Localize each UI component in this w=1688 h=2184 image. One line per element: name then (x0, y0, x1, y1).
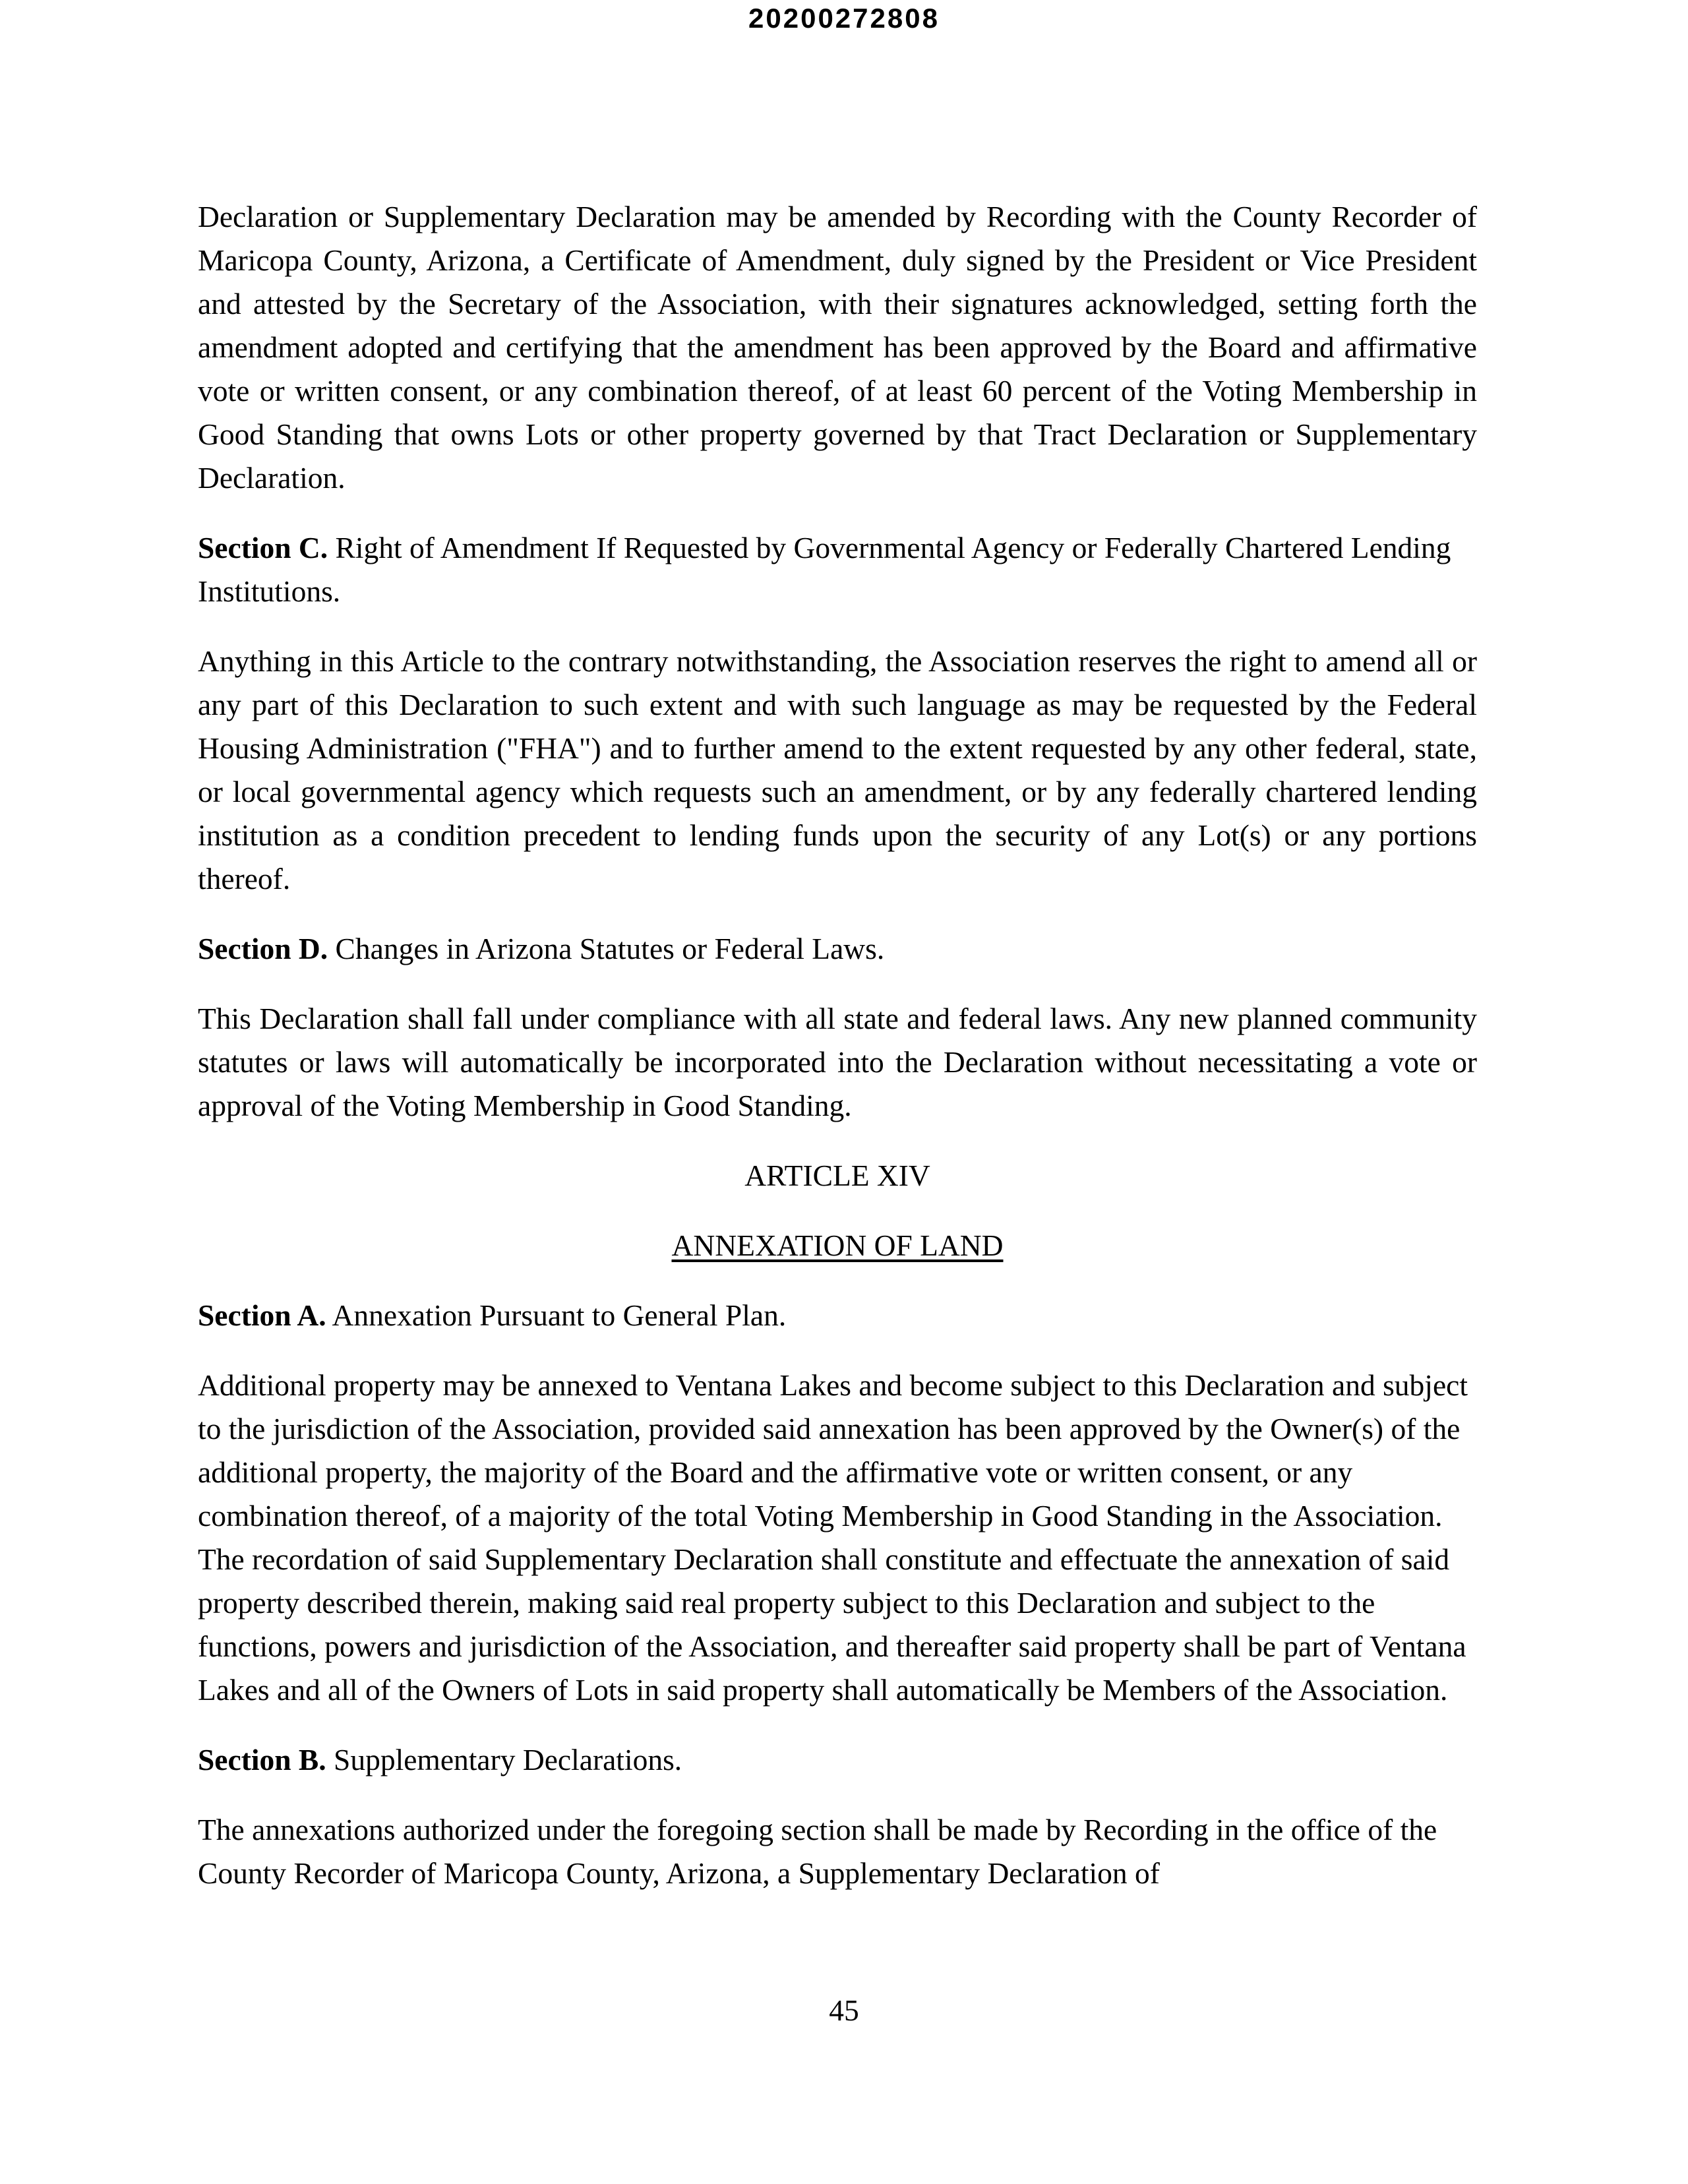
annexation-paragraph: Additional property may be annexed to Ventana Lakes and become subject to this Declaration and subject to the jurisdiction of the Association, provided said annexation has been approved by the Owner(s) of the additional property, the majority of the Board and the affirmative vote or written consent, or any combination thereof, of a majority of the total Voting Membership in Good Standing in the Association. The recordation of said Supplementary Declaration shall constitute and effectuate the annexation of said property described therein, making said real property subject to this Declaration and subject to the functions, powers and jurisdiction of the Association, and thereafter said property shall be part of Ventana Lakes and all of the Owners of Lots in said property shall automatically be Members of the Association. (198, 1368, 1468, 1707)
section-d-heading (198, 927, 1477, 971)
section-a-heading (198, 1294, 1477, 1337)
document-body (198, 195, 1477, 1895)
section-b-label: Section B. (198, 1743, 326, 1776)
governmental-agency-paragraph: Anything in this Article to the contrary notwithstanding, the Association reserves the right to amend all or any part of this Declaration to such extent and with such language as may be requested by the Federal Housing Administration ("FHA") and to further amend to the extent requested by any other federal, state, or local governmental agency which requests such an amendment, or by any federally chartered lending institution as a condition precedent to lending funds upon the security of any Lot(s) or any portions thereof. (198, 644, 1477, 895)
section-c-label: Section C. (198, 531, 328, 564)
amendment-paragraph: Declaration or Supplementary Declaration may be amended by Recording with the County Recorder of Maricopa County, Arizona, a Certificate of Amendment, duly signed by the President or Vice President and attested by the Secretary of the Association, with their signatures acknowledged, setting forth the amendment adopted and certifying that the amendment has been approved by the Board and affirmative vote or written consent, or any combination thereof, of at least 60 percent of the Voting Membership in Good Standing that owns Lots or other property governed by that Tract Declaration or Supplementary Declaration. (198, 200, 1477, 495)
section-c-title: Right of Amendment If Requested by Governmental Agency or Federally Chartered Lending Institutions. (198, 531, 1451, 608)
section-b-title: Supplementary Declarations. (326, 1743, 682, 1776)
article-title (198, 1224, 1477, 1267)
section-c-heading (198, 526, 1477, 613)
document-number: 20200272808 (748, 3, 940, 34)
section-b-heading (198, 1738, 1477, 1782)
supplementary-paragraph: The annexations authorized under the foregoing section shall be made by Recording in the office of the County Recorder of Maricopa County, Arizona, a Supplementary Declaration of (198, 1813, 1437, 1890)
section-d-title: Changes in Arizona Statutes or Federal Laws. (328, 932, 885, 965)
page-number: 45 (829, 1993, 859, 2027)
section-a-label: Section A. (198, 1298, 326, 1332)
article-title-text: ANNEXATION OF LAND (671, 1228, 1004, 1262)
article-number: ARTICLE XIV (744, 1159, 930, 1192)
section-a-title: Annexation Pursuant to General Plan. (326, 1298, 787, 1332)
section-d-label: Section D. (198, 932, 328, 965)
statutes-paragraph: This Declaration shall fall under compliance with all state and federal laws. Any new planned community statutes or laws will automatically be incorporated into the Declaration without necessitating a vote or approval of the Voting Membership in Good Standing. (198, 1002, 1477, 1122)
